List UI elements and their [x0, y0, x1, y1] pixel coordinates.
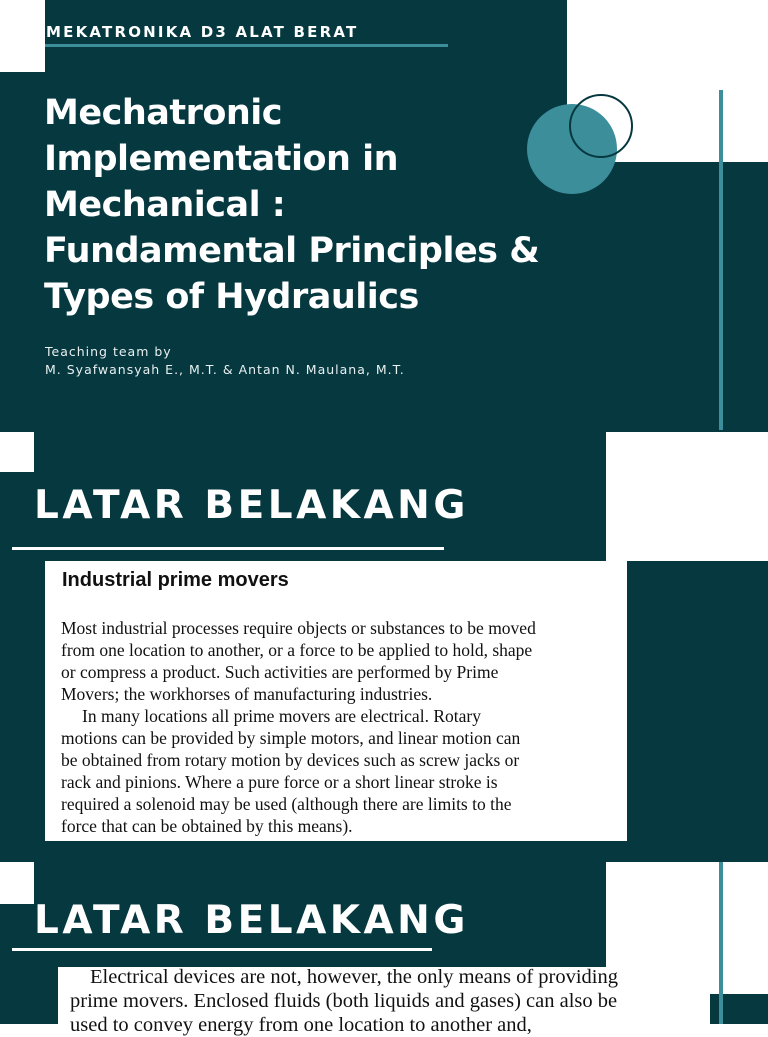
- excerpt-line: be obtained from rotary motion by devices such as screw jacks or: [61, 750, 520, 770]
- section2-heading: LATAR BELAKANG: [34, 898, 469, 943]
- vertical-accent-line-1: [719, 90, 723, 430]
- credit-names: M. Syafwansyah E., M.T. & Antan N. Maulana, M.T.: [45, 362, 405, 377]
- excerpt-line: In many locations all prime movers are electrical. Rotary: [82, 706, 481, 726]
- vertical-accent-line-2: [719, 862, 723, 1024]
- excerpt-line: from one location to another, or a force to be applied to hold, shape: [61, 640, 533, 660]
- header-corner-block: [0, 0, 45, 72]
- section1-right-block: [606, 432, 768, 561]
- excerpt-line: or compress a product. Such activities are performed by Prime: [61, 662, 499, 682]
- excerpt-line: used to convey energy from one location to another and,: [70, 1014, 532, 1036]
- section1-underline: [12, 547, 444, 550]
- section1-heading: LATAR BELAKANG: [34, 483, 469, 528]
- excerpt-line: prime movers. Enclosed fluids (both liquids and gases) can also be: [70, 990, 618, 1012]
- title-line-1: Mechatronic: [44, 93, 283, 133]
- section2-corner-block: [0, 862, 34, 904]
- section1-corner-block: [0, 432, 34, 472]
- excerpt-line: Movers; the workhorses of manufacturing industries.: [61, 684, 433, 704]
- excerpt-line: required a solenoid may be used (although there are limits to the: [61, 794, 512, 814]
- excerpt-line: rack and pinions. Where a pure force or a short linear stroke is: [61, 772, 498, 792]
- excerpt-line: motions can be provided by simple motors, and linear motion can: [61, 728, 521, 748]
- excerpt-line: Most industrial processes require objects or substances to be moved: [61, 618, 536, 638]
- credit-label: Teaching team by: [45, 344, 172, 359]
- title-line-3: Mechanical :: [44, 185, 286, 225]
- section2-underline: [12, 948, 432, 951]
- title-line-4: Fundamental Principles &: [44, 231, 540, 271]
- excerpt-title: Industrial prime movers: [62, 569, 289, 591]
- excerpt-line: Electrical devices are not, however, the only means of providing: [90, 966, 619, 988]
- kicker-label: MEKATRONIKA D3 ALAT BERAT: [46, 23, 359, 41]
- title-line-2: Implementation in: [44, 139, 399, 179]
- excerpt-line: force that can be obtained by this means).: [61, 816, 353, 836]
- excerpt-card-2: [58, 966, 710, 1036]
- header-underline: [45, 44, 448, 47]
- excerpt-card-1: [45, 561, 627, 841]
- title-line-5: Types of Hydraulics: [44, 277, 419, 317]
- page-title: [44, 90, 604, 320]
